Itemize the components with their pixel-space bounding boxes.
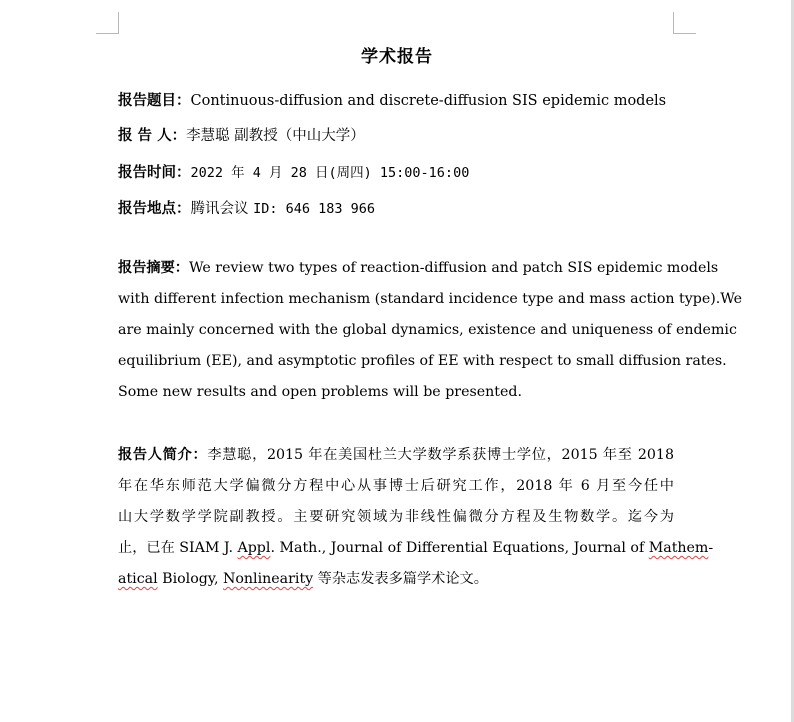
topic-label: 报告题目： [118, 92, 191, 109]
bio-line: 山大学数学学院副教授。主要研究领域为非线性偏微分方程及生物数学。迄今为 [118, 509, 674, 525]
bio-text: Biology, [157, 571, 223, 587]
abstract-line: are mainly concerned with the global dynamics, existence and uniqueness of endemic [118, 322, 737, 338]
place-line [118, 197, 375, 218]
bio-line: 年在华东师范大学偏微分方程中心从事博士后研究工作，2018 年 6 月至今任中 [118, 478, 674, 494]
time-value: 2022 年 4 月 28 日(周四) 15:00-16:00 [190, 165, 470, 181]
abstract-line: equilibrium (EE), and asymptotic profiles of EE with respect to small diffusion rates. [118, 353, 727, 369]
abstract-text: We review two types of reaction-diffusion and patch SIS epidemic models [188, 260, 719, 276]
bio-text: 止，已在 SIAM J. [118, 540, 238, 556]
place-label: 报告地点： [118, 200, 191, 217]
document-title: 学术报告 [361, 47, 433, 67]
time-label: 报告时间： [118, 164, 191, 181]
topic-value: Continuous-diffusion and discrete-diffusion SIS epidemic models [190, 93, 667, 109]
speaker-value: 李慧聪 副教授（中山大学） [186, 128, 365, 144]
speaker-line [118, 124, 365, 145]
bio-text: - [708, 540, 714, 556]
bio-text: 等杂志发表多篇学术论文。 [313, 571, 488, 587]
topic-line [118, 89, 666, 110]
abstract-label: 报告摘要： [118, 260, 189, 276]
bio-paragraph [118, 440, 714, 595]
bio-line [118, 440, 674, 471]
speaker-label: 报 告 人： [118, 127, 187, 144]
time-line [118, 161, 469, 182]
spellcheck-word[interactable]: atical [118, 571, 158, 587]
bio-label: 报告人简介： [118, 447, 208, 463]
bio-line [118, 533, 714, 564]
spellcheck-word[interactable]: Nonlinearity [222, 571, 314, 587]
abstract-line: with different infection mechanism (standard incidence type and mass action type).We [118, 291, 743, 307]
place-value-cn: 腾讯会议 [190, 201, 249, 217]
bio-line [118, 564, 674, 595]
spellcheck-word[interactable]: Mathem [648, 540, 709, 556]
bio-text: . Math., Journal of Differential Equations, Journal of [270, 540, 649, 556]
abstract-line: Some new results and open problems will be presented. [118, 384, 522, 400]
place-value-id: ID: 646 183 966 [253, 201, 376, 217]
spellcheck-word[interactable]: Appl [237, 540, 271, 556]
abstract-paragraph [118, 253, 743, 408]
bio-text: 李慧聪，2015 年在美国杜兰大学数学系获博士学位，2015 年至 2018 [207, 447, 674, 463]
abstract-line [118, 253, 719, 284]
